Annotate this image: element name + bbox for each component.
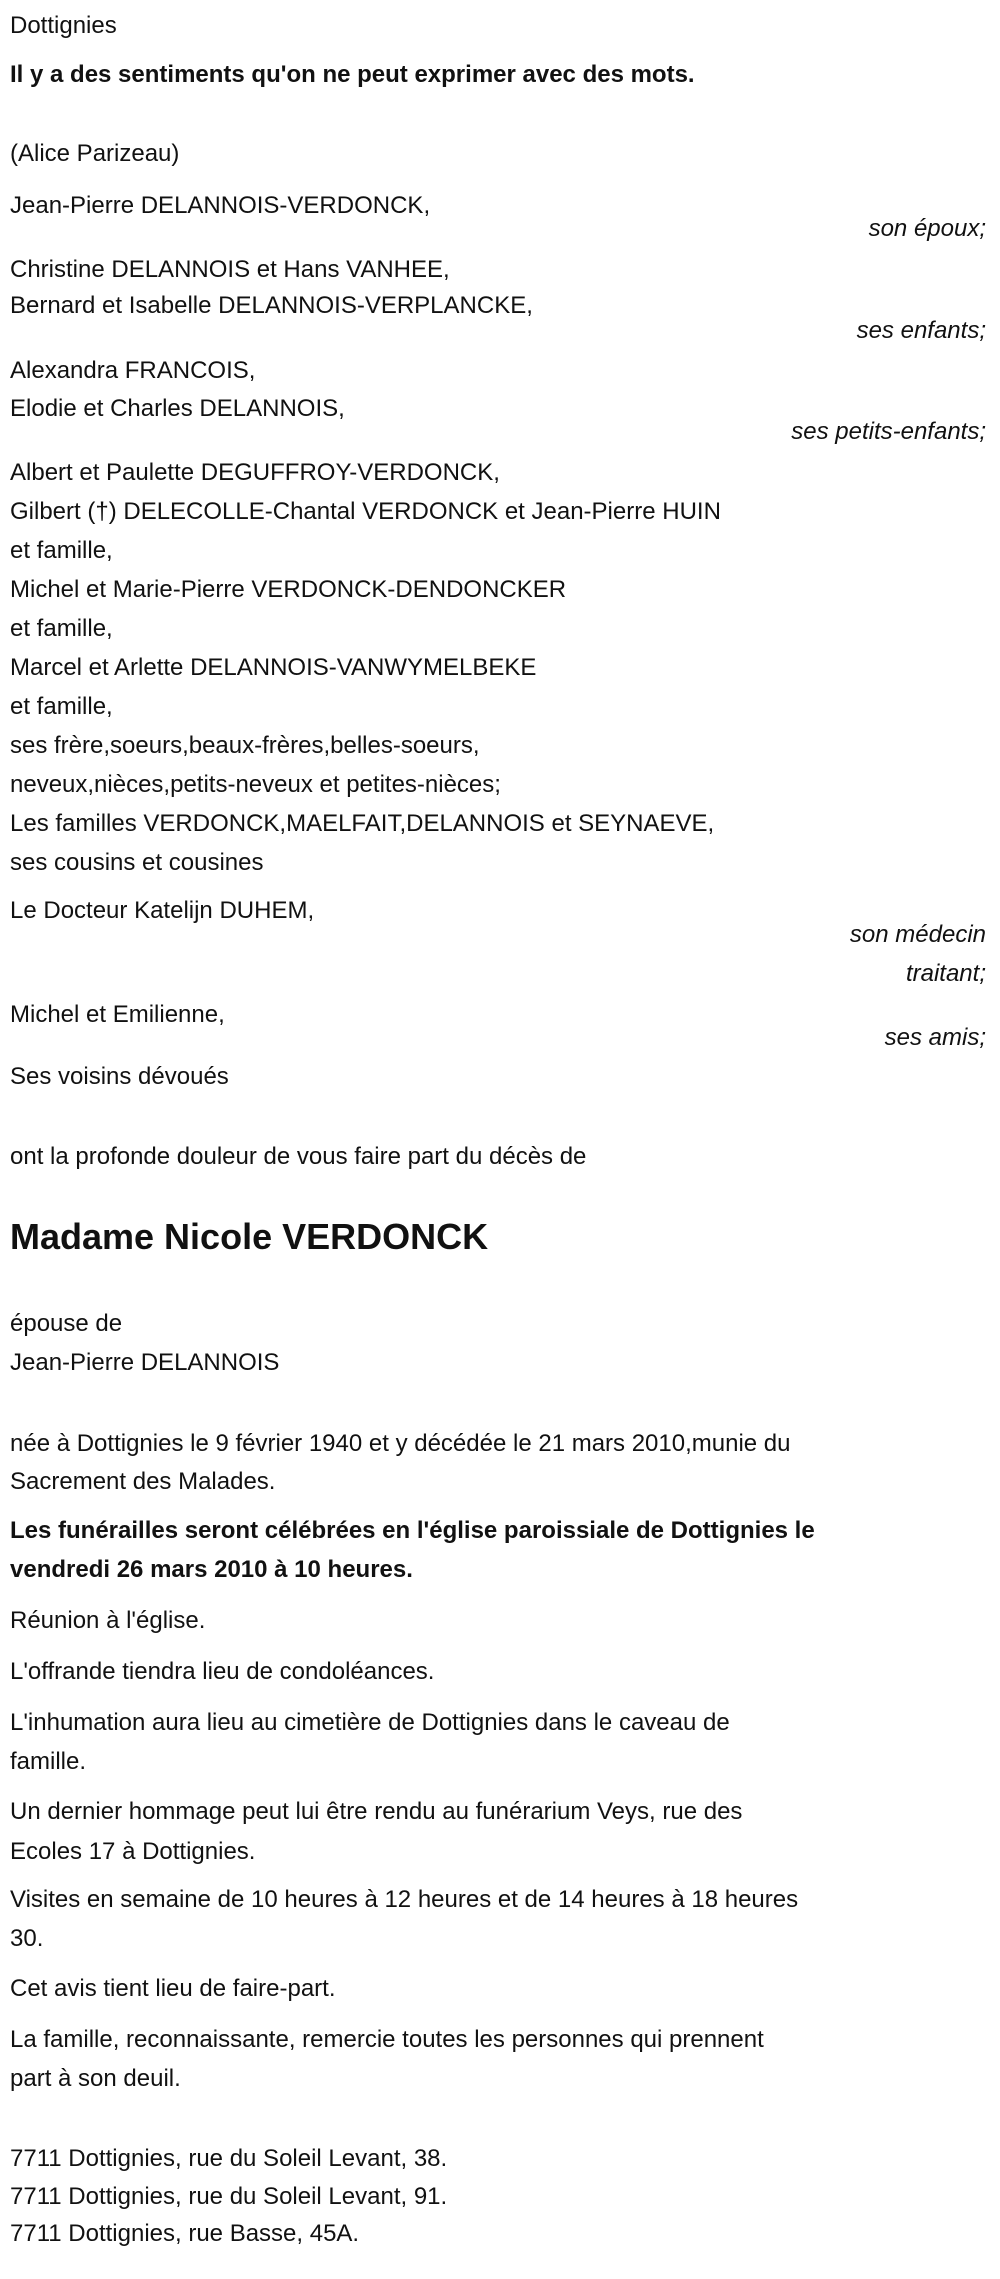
address: 7711 Dottignies, rue du Soleil Levant, 38. (10, 2145, 448, 2172)
spouse-of-label: épouse de (10, 1310, 123, 1337)
notice-info: Cet avis tient lieu de faire-part. (10, 1975, 336, 2002)
child-name: Bernard et Isabelle DELANNOIS-VERPLANCKE, (10, 292, 533, 319)
relative-line: neveux,nièces,petits-neveux et petites-nièces; (10, 771, 501, 798)
tribute-info: Ecoles 17 à Dottignies. (10, 1838, 256, 1865)
visits-info: Visites en semaine de 10 heures à 12 heures et de 14 heures à 18 heures (10, 1886, 799, 1913)
relative-line: ses cousins et cousines (10, 849, 264, 876)
tribute-info: Un dernier hommage peut lui être rendu au funérarium Veys, rue des (10, 1798, 743, 1825)
relative-line: Le Docteur Katelijn DUHEM, (10, 897, 315, 924)
relative-line: Marcel et Arlette DELANNOIS-VANWYMELBEKE (10, 654, 537, 681)
quote-author: (Alice Parizeau) (10, 140, 180, 167)
friends-name: Michel et Emilienne, (10, 1001, 225, 1028)
relative-line: Michel et Marie-Pierre VERDONCK-DENDONCKER (10, 576, 567, 603)
spouse-of-name: Jean-Pierre DELANNOIS (10, 1349, 280, 1376)
spouse-role: son époux; (868, 215, 986, 242)
thanks-info: La famille, reconnaissante, remercie toutes les personnes qui prennent (10, 2026, 764, 2053)
deceased-name: Madame Nicole VERDONCK (10, 1216, 489, 1257)
relative-line: et famille, (10, 615, 113, 642)
children-role: ses enfants; (856, 317, 986, 344)
grandchild-name: Alexandra FRANCOIS, (10, 357, 256, 384)
neighbours: Ses voisins dévoués (10, 1063, 229, 1090)
place: Dottignies (10, 12, 117, 39)
relative-line: et famille, (10, 693, 113, 720)
thanks-info: part à son deuil. (10, 2065, 181, 2092)
doctor-role: traitant; (905, 960, 986, 987)
quote: Il y a des sentiments qu'on ne peut exprimer avec des mots. (10, 61, 695, 88)
child-name: Christine DELANNOIS et Hans VANHEE, (10, 256, 450, 283)
address: 7711 Dottignies, rue Basse, 45A. (10, 2220, 360, 2247)
offering-info: L'offrande tiendra lieu de condoléances. (10, 1658, 435, 1685)
friends-role: ses amis; (884, 1024, 986, 1051)
birth-death: Sacrement des Malades. (10, 1468, 276, 1495)
relative-line: Albert et Paulette DEGUFFROY-VERDONCK, (10, 459, 500, 486)
relative-line: Les familles VERDONCK,MAELFAIT,DELANNOIS et SEYNAEVE, (10, 810, 715, 837)
birth-death: née à Dottignies le 9 février 1940 et y décédée le 21 mars 2010,munie du (10, 1430, 791, 1457)
visits-info: 30. (10, 1925, 44, 1952)
burial-info: L'inhumation aura lieu au cimetière de Dottignies dans le caveau de (10, 1709, 730, 1736)
grandchildren-role: ses petits-enfants; (791, 418, 986, 445)
funeral-info: vendredi 26 mars 2010 à 10 heures. (10, 1556, 413, 1583)
funeral-info: Les funérailles seront célébrées en l'église paroissiale de Dottignies le (10, 1517, 815, 1544)
announcement: ont la profonde douleur de vous faire part du décès de (10, 1143, 587, 1170)
address: 7711 Dottignies, rue du Soleil Levant, 91. (10, 2183, 448, 2210)
relative-line: ses frère,soeurs,beaux-frères,belles-soeurs, (10, 732, 480, 759)
meeting-info: Réunion à l'église. (10, 1607, 206, 1634)
relative-line: Gilbert (†) DELECOLLE-Chantal VERDONCK et Jean-Pierre HUIN (10, 498, 721, 525)
relative-line: et famille, (10, 537, 113, 564)
grandchild-name: Elodie et Charles DELANNOIS, (10, 395, 345, 422)
spouse-name: Jean-Pierre DELANNOIS-VERDONCK, (10, 192, 431, 219)
burial-info: famille. (10, 1748, 87, 1775)
doctor-role: son médecin (849, 921, 986, 948)
